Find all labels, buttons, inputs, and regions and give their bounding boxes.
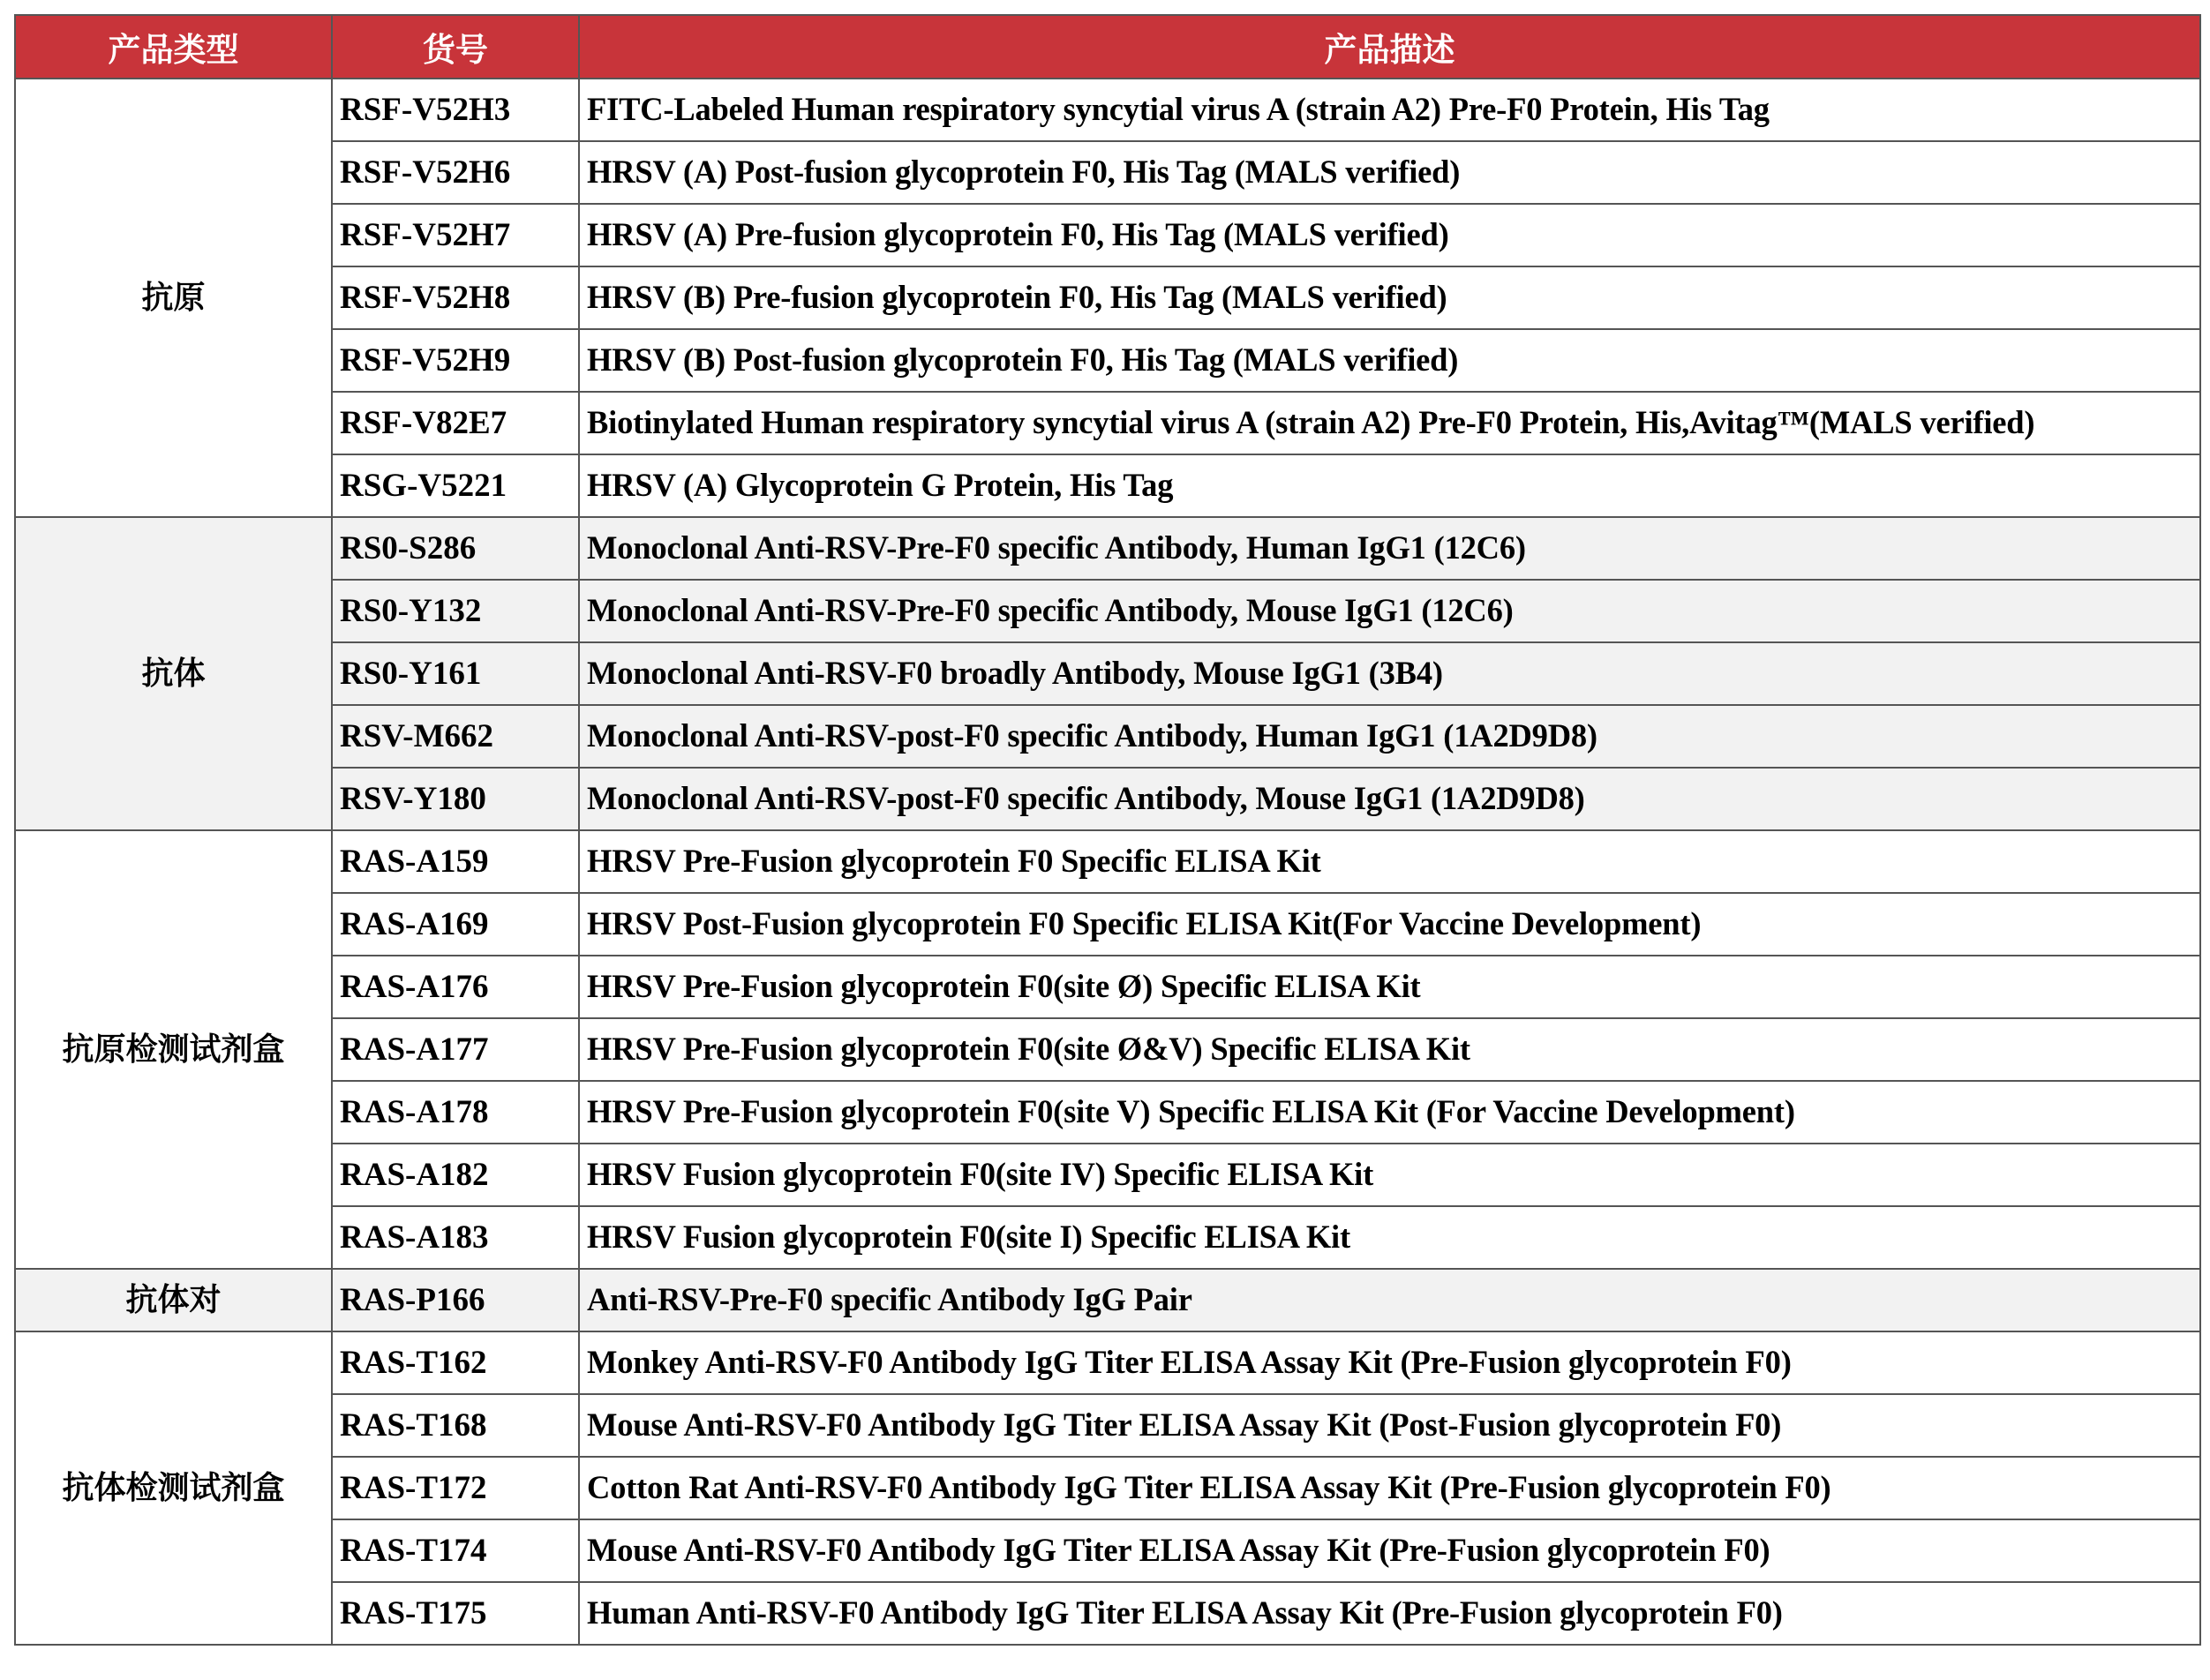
description-cell: HRSV Post-Fusion glycoprotein F0 Specific ELISA Kit(For Vaccine Development) xyxy=(579,893,2200,956)
sku-cell: RSF-V52H9 xyxy=(332,329,579,392)
table-row xyxy=(15,1331,2200,1394)
table-row xyxy=(15,204,2200,266)
sku-cell: RSV-M662 xyxy=(332,705,579,768)
sku-cell: RS0-Y161 xyxy=(332,642,579,705)
product-table xyxy=(14,14,2201,1646)
sku-cell: RS0-S286 xyxy=(332,517,579,580)
description-cell: Monoclonal Anti-RSV-Pre-F0 specific Antibody, Mouse IgG1 (12C6) xyxy=(579,580,2200,642)
description-cell: HRSV Fusion glycoprotein F0(site IV) Specific ELISA Kit xyxy=(579,1144,2200,1206)
table-row xyxy=(15,517,2200,580)
table-row xyxy=(15,454,2200,517)
product-type-cell: 抗体检测试剂盒 xyxy=(15,1331,332,1645)
table-row xyxy=(15,956,2200,1018)
product-type-cell: 抗体对 xyxy=(15,1269,332,1331)
sku-cell: RSF-V52H3 xyxy=(332,79,579,141)
sku-cell: RAS-T174 xyxy=(332,1519,579,1582)
sku-cell: RSF-V52H8 xyxy=(332,266,579,329)
sku-cell: RAS-T175 xyxy=(332,1582,579,1645)
product-type-cell: 抗原 xyxy=(15,79,332,517)
sku-cell: RSF-V52H7 xyxy=(332,204,579,266)
table-row xyxy=(15,79,2200,141)
description-cell: HRSV Pre-Fusion glycoprotein F0(site Ø) Specific ELISA Kit xyxy=(579,956,2200,1018)
table-body xyxy=(15,79,2200,1645)
description-cell: Human Anti-RSV-F0 Antibody IgG Titer ELISA Assay Kit (Pre-Fusion glycoprotein F0) xyxy=(579,1582,2200,1645)
sku-cell: RSF-V82E7 xyxy=(332,392,579,454)
description-cell: HRSV Pre-Fusion glycoprotein F0(site Ø&V) Specific ELISA Kit xyxy=(579,1018,2200,1081)
description-cell: HRSV Pre-Fusion glycoprotein F0(site V) Specific ELISA Kit (For Vaccine Development) xyxy=(579,1081,2200,1144)
table-row xyxy=(15,1457,2200,1519)
description-cell: Monoclonal Anti-RSV-F0 broadly Antibody, Mouse IgG1 (3B4) xyxy=(579,642,2200,705)
description-cell: Mouse Anti-RSV-F0 Antibody IgG Titer ELISA Assay Kit (Post-Fusion glycoprotein F0) xyxy=(579,1394,2200,1457)
description-cell: HRSV (B) Pre-fusion glycoprotein F0, His Tag (MALS verified) xyxy=(579,266,2200,329)
table-row xyxy=(15,141,2200,204)
table-row xyxy=(15,830,2200,893)
description-cell: HRSV Pre-Fusion glycoprotein F0 Specific ELISA Kit xyxy=(579,830,2200,893)
description-cell: Mouse Anti-RSV-F0 Antibody IgG Titer ELISA Assay Kit (Pre-Fusion glycoprotein F0) xyxy=(579,1519,2200,1582)
sku-cell: RAS-P166 xyxy=(332,1269,579,1331)
sku-cell: RSF-V52H6 xyxy=(332,141,579,204)
sku-cell: RSG-V5221 xyxy=(332,454,579,517)
sku-cell: RAS-A159 xyxy=(332,830,579,893)
product-table-container xyxy=(14,14,2201,1646)
table-row xyxy=(15,266,2200,329)
description-cell: Biotinylated Human respiratory syncytial virus A (strain A2) Pre-F0 Protein, His,Avitag™(MALS verified) xyxy=(579,392,2200,454)
table-row xyxy=(15,705,2200,768)
table-row xyxy=(15,642,2200,705)
table-row xyxy=(15,1269,2200,1331)
description-cell: Monoclonal Anti-RSV-post-F0 specific Antibody, Mouse IgG1 (1A2D9D8) xyxy=(579,768,2200,830)
sku-cell: RAS-T168 xyxy=(332,1394,579,1457)
sku-cell: RAS-T172 xyxy=(332,1457,579,1519)
product-type-cell: 抗体 xyxy=(15,517,332,830)
table-row xyxy=(15,392,2200,454)
sku-cell: RAS-A169 xyxy=(332,893,579,956)
description-cell: FITC-Labeled Human respiratory syncytial virus A (strain A2) Pre-F0 Protein, His Tag xyxy=(579,79,2200,141)
description-cell: HRSV (A) Pre-fusion glycoprotein F0, His Tag (MALS verified) xyxy=(579,204,2200,266)
description-cell: Anti-RSV-Pre-F0 specific Antibody IgG Pair xyxy=(579,1269,2200,1331)
table-row xyxy=(15,580,2200,642)
header-sku: 货号 xyxy=(332,15,579,79)
header-product-type: 产品类型 xyxy=(15,15,332,79)
description-cell: HRSV (B) Post-fusion glycoprotein F0, His Tag (MALS verified) xyxy=(579,329,2200,392)
table-row xyxy=(15,1018,2200,1081)
sku-cell: RAS-A178 xyxy=(332,1081,579,1144)
description-cell: Monkey Anti-RSV-F0 Antibody IgG Titer ELISA Assay Kit (Pre-Fusion glycoprotein F0) xyxy=(579,1331,2200,1394)
sku-cell: RAS-T162 xyxy=(332,1331,579,1394)
sku-cell: RAS-A176 xyxy=(332,956,579,1018)
description-cell: Monoclonal Anti-RSV-Pre-F0 specific Antibody, Human IgG1 (12C6) xyxy=(579,517,2200,580)
product-type-cell: 抗原检测试剂盒 xyxy=(15,830,332,1269)
table-row xyxy=(15,1144,2200,1206)
table-row xyxy=(15,1582,2200,1645)
description-cell: HRSV Fusion glycoprotein F0(site I) Specific ELISA Kit xyxy=(579,1206,2200,1269)
table-row xyxy=(15,1519,2200,1582)
table-row xyxy=(15,1394,2200,1457)
description-cell: Monoclonal Anti-RSV-post-F0 specific Antibody, Human IgG1 (1A2D9D8) xyxy=(579,705,2200,768)
description-cell: Cotton Rat Anti-RSV-F0 Antibody IgG Titer ELISA Assay Kit (Pre-Fusion glycoprotein F0) xyxy=(579,1457,2200,1519)
sku-cell: RAS-A177 xyxy=(332,1018,579,1081)
description-cell: HRSV (A) Post-fusion glycoprotein F0, His Tag (MALS verified) xyxy=(579,141,2200,204)
sku-cell: RS0-Y132 xyxy=(332,580,579,642)
sku-cell: RAS-A182 xyxy=(332,1144,579,1206)
table-row xyxy=(15,1206,2200,1269)
header-description: 产品描述 xyxy=(579,15,2200,79)
header-row xyxy=(15,15,2200,79)
table-row xyxy=(15,768,2200,830)
table-row xyxy=(15,329,2200,392)
sku-cell: RAS-A183 xyxy=(332,1206,579,1269)
table-row xyxy=(15,1081,2200,1144)
table-row xyxy=(15,893,2200,956)
description-cell: HRSV (A) Glycoprotein G Protein, His Tag xyxy=(579,454,2200,517)
sku-cell: RSV-Y180 xyxy=(332,768,579,830)
